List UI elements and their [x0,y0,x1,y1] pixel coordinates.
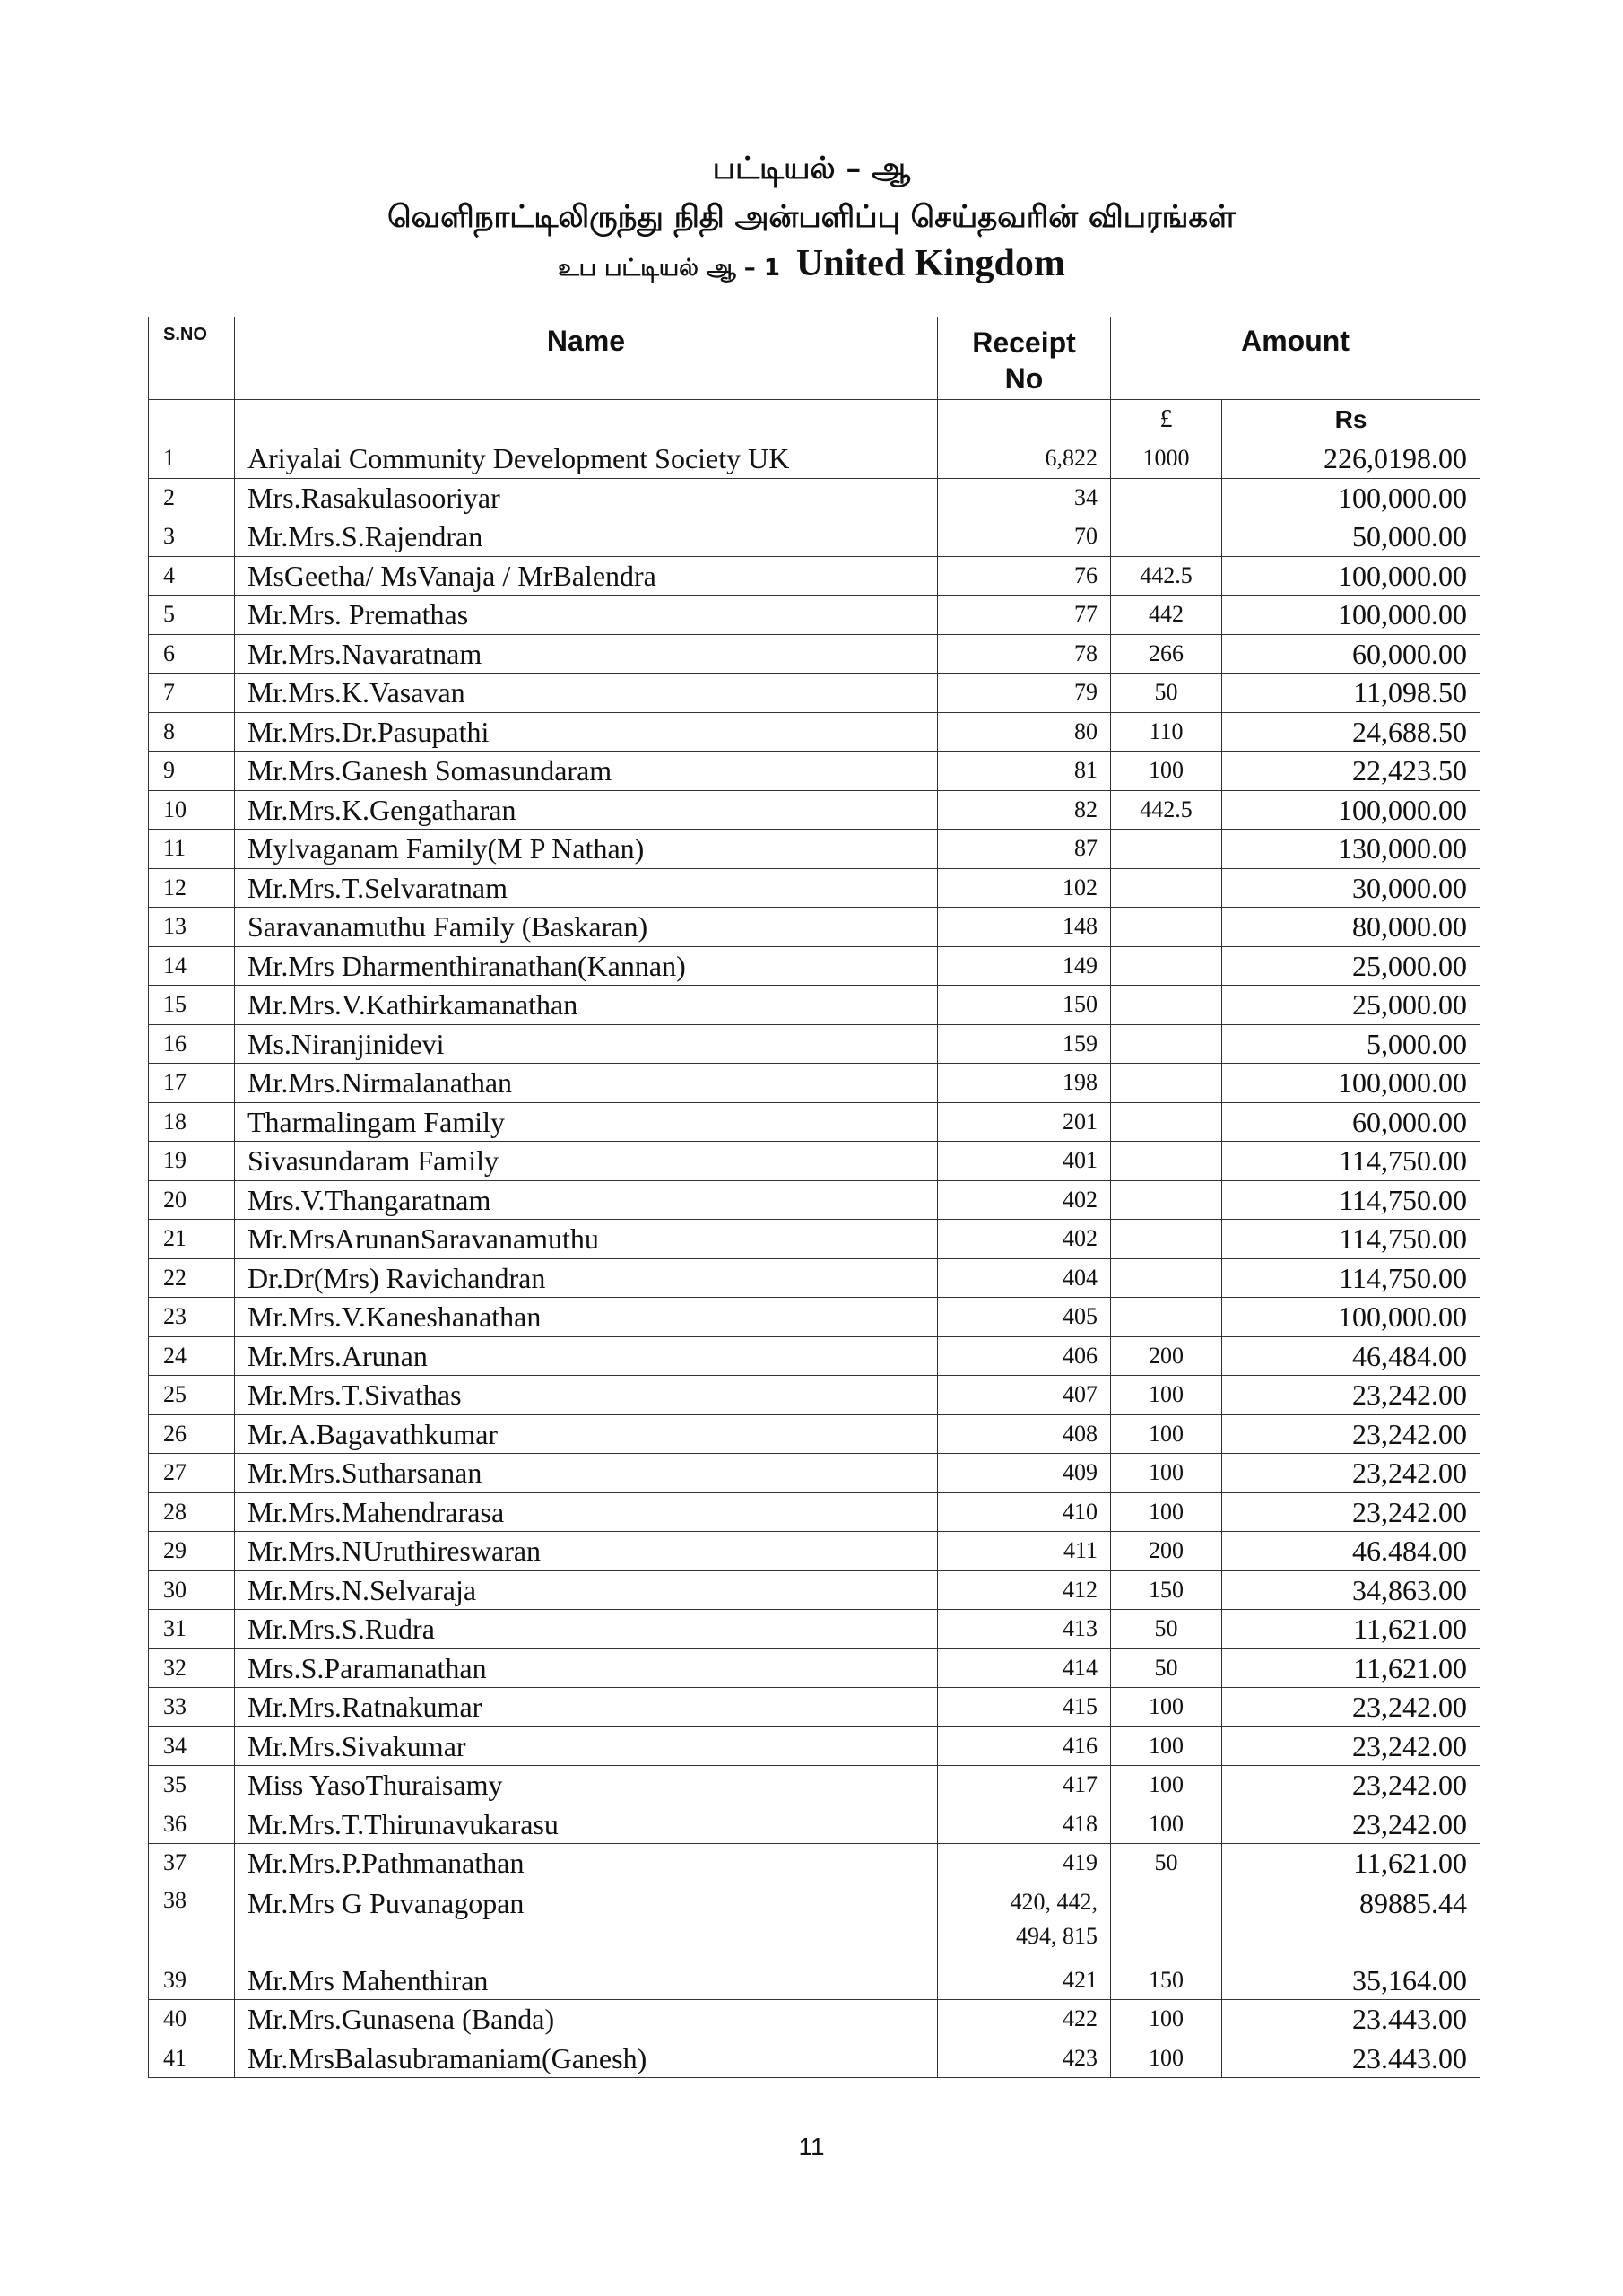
table-header-row [149,317,1480,400]
cell-sno: 38 [149,1883,235,1961]
cell-receipt: 410 [938,1492,1111,1532]
cell-gbp: 150 [1111,1570,1222,1610]
cell-receipt: 412 [938,1570,1111,1610]
cell-rs: 30,000.00 [1222,868,1480,908]
cell-sno: 9 [149,752,235,791]
cell-sno: 19 [149,1142,235,1181]
cell-receipt: 405 [938,1298,1111,1337]
cell-name: Mrs.S.Paramanathan [235,1648,938,1688]
cell-receipt: 406 [938,1336,1111,1376]
cell-sno: 8 [149,712,235,752]
table-row [149,752,1480,791]
cell-name: Mr.Mrs.V.Kaneshanathan [235,1298,938,1337]
cell-gbp [1111,1102,1222,1142]
cell-rs: 11,621.00 [1222,1844,1480,1883]
cell-sno: 6 [149,634,235,674]
cell-rs: 23,242.00 [1222,1492,1480,1532]
cell-sno: 33 [149,1688,235,1727]
table-row [149,1532,1480,1571]
cell-rs: 11,621.00 [1222,1610,1480,1649]
cell-rs: 24,688.50 [1222,712,1480,752]
cell-gbp [1111,1258,1222,1298]
cell-name: Mr.Mrs.Ratnakumar [235,1688,938,1727]
cell-gbp: 100 [1111,1454,1222,1493]
cell-gbp [1111,830,1222,869]
table-row [149,1492,1480,1532]
cell-gbp [1111,1142,1222,1181]
cell-gbp: 50 [1111,674,1222,713]
cell-sno: 13 [149,908,235,947]
cell-name: Mr.Mrs.K.Gengatharan [235,790,938,830]
subheader-empty [235,400,938,439]
cell-rs: 46,484.00 [1222,1336,1480,1376]
cell-receipt: 411 [938,1532,1111,1571]
cell-sno: 11 [149,830,235,869]
cell-rs: 100,000.00 [1222,1064,1480,1103]
header-name: Name [235,317,938,400]
cell-sno: 1 [149,439,235,479]
cell-rs: 23,242.00 [1222,1414,1480,1454]
cell-gbp: 100 [1111,1766,1222,1805]
cell-sno: 14 [149,946,235,986]
table-row [149,986,1480,1025]
cell-name: Mr.Mrs Mahenthiran [235,1961,938,2000]
cell-rs: 114,750.00 [1222,1142,1480,1181]
cell-sno: 7 [149,674,235,713]
cell-name: Mr.Mrs Dharmenthiranathan(Kannan) [235,946,938,986]
cell-receipt: 150 [938,986,1111,1025]
cell-receipt: 79 [938,674,1111,713]
table-row [149,1805,1480,1844]
cell-receipt: 81 [938,752,1111,791]
cell-name: Mr.Mrs.T.Selvaratnam [235,868,938,908]
table-row [149,478,1480,517]
cell-gbp: 200 [1111,1336,1222,1376]
cell-name: Mr.Mrs.K.Vasavan [235,674,938,713]
table-row [149,1024,1480,1064]
sublist-label: உப பட்டியல் ஆ – 1 [558,255,780,282]
cell-sno: 2 [149,478,235,517]
cell-name: Mr.Mrs.T.Thirunavukarasu [235,1805,938,1844]
cell-gbp: 266 [1111,634,1222,674]
cell-rs: 60,000.00 [1222,634,1480,674]
cell-name: Ms.Niranjinidevi [235,1024,938,1064]
cell-rs: 100,000.00 [1222,478,1480,517]
cell-name: Mrs.Rasakulasooriyar [235,478,938,517]
cell-receipt: 418 [938,1805,1111,1844]
cell-receipt: 414 [938,1648,1111,1688]
cell-rs: 89885.44 [1222,1883,1480,1961]
cell-sno: 36 [149,1805,235,1844]
page-number: 11 [798,2133,825,2161]
cell-name: Mr.Mrs.Mahendrarasa [235,1492,938,1532]
table-row [149,634,1480,674]
cell-rs: 23,242.00 [1222,1376,1480,1415]
cell-rs: 23,242.00 [1222,1766,1480,1805]
table-row [149,2039,1480,2078]
cell-sno: 26 [149,1414,235,1454]
cell-sno: 21 [149,1220,235,1259]
cell-sno: 12 [149,868,235,908]
cell-rs: 34,863.00 [1222,1570,1480,1610]
cell-rs: 35,164.00 [1222,1961,1480,2000]
cell-receipt: 102 [938,868,1111,908]
table-row [149,1064,1480,1103]
table-row [149,1961,1480,2000]
cell-rs: 114,750.00 [1222,1220,1480,1259]
table-subheader-row [149,400,1480,439]
cell-name: Mr.Mrs.T.Sivathas [235,1376,938,1415]
cell-receipt: 87 [938,830,1111,869]
cell-name: Mr.A.Bagavathkumar [235,1414,938,1454]
table-row [149,1298,1480,1337]
cell-name: Mr.Mrs.S.Rajendran [235,517,938,557]
cell-gbp: 100 [1111,2039,1222,2078]
cell-name: Mr.Mrs.V.Kathirkamanathan [235,986,938,1025]
cell-name: Mr.Mrs. Premathas [235,596,938,635]
cell-name: Mr.MrsBalasubramaniam(Ganesh) [235,2039,938,2078]
cell-name: Mr.Mrs.Dr.Pasupathi [235,712,938,752]
cell-sno: 27 [149,1454,235,1493]
cell-receipt: 78 [938,634,1111,674]
cell-receipt: 34 [938,478,1111,517]
cell-sno: 17 [149,1064,235,1103]
cell-receipt: 159 [938,1024,1111,1064]
cell-name: Ariyalai Community Development Society UK [235,439,938,479]
cell-receipt: 421 [938,1961,1111,2000]
cell-rs: 25,000.00 [1222,946,1480,986]
cell-gbp [1111,517,1222,557]
table-row [149,1142,1480,1181]
cell-receipt: 423 [938,2039,1111,2078]
cell-name: Mr.MrsArunanSaravanamuthu [235,1220,938,1259]
header-gbp: £ [1111,400,1222,439]
cell-rs: 23,242.00 [1222,1805,1480,1844]
cell-receipt: 149 [938,946,1111,986]
cell-receipt: 422 [938,2000,1111,2039]
table-row [149,1766,1480,1805]
table-row [149,1336,1480,1376]
cell-rs: 22,423.50 [1222,752,1480,791]
cell-receipt: 413 [938,1610,1111,1649]
donor-table [148,317,1480,2078]
cell-rs: 23.443.00 [1222,2039,1480,2078]
cell-sno: 20 [149,1180,235,1220]
cell-rs: 100,000.00 [1222,556,1480,596]
cell-receipt: 77 [938,596,1111,635]
subheader-empty [149,400,235,439]
table-row [149,1102,1480,1142]
table-row [149,790,1480,830]
cell-rs: 60,000.00 [1222,1102,1480,1142]
sublist-title [0,242,1623,285]
table-row [149,517,1480,557]
table-row [149,946,1480,986]
table-row [149,868,1480,908]
cell-gbp: 100 [1111,1726,1222,1766]
cell-gbp: 442 [1111,596,1222,635]
table-row [149,1376,1480,1415]
cell-name: Tharmalingam Family [235,1102,938,1142]
cell-rs: 80,000.00 [1222,908,1480,947]
cell-sno: 16 [149,1024,235,1064]
cell-name: Miss YasoThuraisamy [235,1766,938,1805]
cell-gbp [1111,1180,1222,1220]
cell-sno: 22 [149,1258,235,1298]
cell-gbp: 50 [1111,1648,1222,1688]
table-row [149,1688,1480,1727]
cell-sno: 29 [149,1532,235,1571]
cell-gbp: 100 [1111,1492,1222,1532]
cell-gbp [1111,1024,1222,1064]
table-row [149,556,1480,596]
cell-receipt: 420, 442, 494, 815 [938,1883,1111,1961]
cell-rs: 114,750.00 [1222,1180,1480,1220]
cell-name: Mrs.V.Thangaratnam [235,1180,938,1220]
table-row [149,1454,1480,1493]
subheader-empty [938,400,1111,439]
cell-receipt: 416 [938,1726,1111,1766]
cell-gbp: 442.5 [1111,790,1222,830]
country-name: United Kingdom [795,243,1065,284]
cell-rs: 226,0198.00 [1222,439,1480,479]
header-rs: Rs [1222,400,1480,439]
cell-sno: 4 [149,556,235,596]
cell-sno: 39 [149,1961,235,2000]
cell-sno: 34 [149,1726,235,1766]
cell-rs: 100,000.00 [1222,1298,1480,1337]
cell-gbp [1111,986,1222,1025]
cell-gbp [1111,946,1222,986]
header-receipt-line2: No [1004,362,1044,395]
cell-receipt: 407 [938,1376,1111,1415]
cell-receipt: 82 [938,790,1111,830]
cell-rs: 11,621.00 [1222,1648,1480,1688]
table-row [149,908,1480,947]
cell-receipt: 76 [938,556,1111,596]
cell-gbp [1111,1064,1222,1103]
cell-gbp: 110 [1111,712,1222,752]
cell-receipt: 415 [938,1688,1111,1727]
cell-name: Mr.Mrs.Ganesh Somasundaram [235,752,938,791]
table-row [149,439,1480,479]
cell-receipt: 417 [938,1766,1111,1805]
cell-gbp: 100 [1111,2000,1222,2039]
cell-gbp: 100 [1111,752,1222,791]
table-row [149,1414,1480,1454]
cell-receipt: 409 [938,1454,1111,1493]
cell-gbp [1111,478,1222,517]
header-sno: S.NO [149,317,235,400]
cell-gbp: 150 [1111,1961,1222,2000]
cell-receipt: 201 [938,1102,1111,1142]
table-row [149,1180,1480,1220]
table-row [149,2000,1480,2039]
cell-sno: 5 [149,596,235,635]
cell-receipt: 402 [938,1180,1111,1220]
table-row [149,1726,1480,1766]
cell-gbp [1111,868,1222,908]
cell-sno: 15 [149,986,235,1025]
cell-name: Mr.Mrs.S.Rudra [235,1610,938,1649]
cell-rs: 23,242.00 [1222,1726,1480,1766]
cell-name: MsGeetha/ MsVanaja / MrBalendra [235,556,938,596]
cell-name: Dr.Dr(Mrs) Ravichandran [235,1258,938,1298]
cell-sno: 3 [149,517,235,557]
table-row [149,1610,1480,1649]
cell-sno: 23 [149,1298,235,1337]
cell-gbp: 100 [1111,1376,1222,1415]
cell-sno: 10 [149,790,235,830]
table-row [149,1844,1480,1883]
cell-name: Saravanamuthu Family (Baskaran) [235,908,938,947]
table-row [149,1220,1480,1259]
cell-name: Mr.Mrs G Puvanagopan [235,1883,938,1961]
cell-receipt: 419 [938,1844,1111,1883]
cell-name: Mr.Mrs.Navaratnam [235,634,938,674]
cell-receipt: 401 [938,1142,1111,1181]
header-receipt-line1: Receipt [972,326,1076,359]
cell-sno: 25 [149,1376,235,1415]
cell-rs: 100,000.00 [1222,596,1480,635]
cell-gbp [1111,1883,1222,1961]
table-row [149,596,1480,635]
cell-name: Mr.Mrs.Gunasena (Banda) [235,2000,938,2039]
cell-gbp: 200 [1111,1532,1222,1571]
cell-rs: 5,000.00 [1222,1024,1480,1064]
cell-sno: 37 [149,1844,235,1883]
cell-rs: 23,242.00 [1222,1688,1480,1727]
cell-receipt: 198 [938,1064,1111,1103]
cell-gbp [1111,1298,1222,1337]
cell-name: Mr.Mrs.N.Selvaraja [235,1570,938,1610]
cell-receipt: 70 [938,517,1111,557]
table-row [149,830,1480,869]
cell-receipt: 404 [938,1258,1111,1298]
cell-gbp: 100 [1111,1805,1222,1844]
cell-gbp: 100 [1111,1688,1222,1727]
cell-rs: 50,000.00 [1222,517,1480,557]
cell-gbp: 100 [1111,1414,1222,1454]
cell-gbp: 50 [1111,1610,1222,1649]
cell-sno: 41 [149,2039,235,2078]
cell-sno: 32 [149,1648,235,1688]
cell-gbp [1111,1220,1222,1259]
cell-name: Mr.Mrs.Nirmalanathan [235,1064,938,1103]
cell-name: Mr.Mrs.Sutharsanan [235,1454,938,1493]
cell-rs: 46.484.00 [1222,1532,1480,1571]
cell-gbp [1111,908,1222,947]
cell-name: Mr.Mrs.P.Pathmanathan [235,1844,938,1883]
cell-rs: 100,000.00 [1222,790,1480,830]
table-row [149,1648,1480,1688]
cell-gbp: 442.5 [1111,556,1222,596]
cell-sno: 24 [149,1336,235,1376]
cell-sno: 31 [149,1610,235,1649]
cell-name: Mr.Mrs.Sivakumar [235,1726,938,1766]
cell-rs: 25,000.00 [1222,986,1480,1025]
cell-receipt: 148 [938,908,1111,947]
list-title: பட்டியல் – ஆ [712,151,911,187]
cell-sno: 30 [149,1570,235,1610]
list-subtitle: வெளிநாட்டிலிருந்து நிதி அன்பளிப்பு செய்தவரின் விபரங்கள் [387,199,1236,235]
cell-receipt: 6,822 [938,439,1111,479]
cell-sno: 18 [149,1102,235,1142]
header-receipt [938,317,1111,400]
cell-receipt: 80 [938,712,1111,752]
cell-gbp: 1000 [1111,439,1222,479]
cell-rs: 23.443.00 [1222,2000,1480,2039]
cell-rs: 11,098.50 [1222,674,1480,713]
cell-sno: 28 [149,1492,235,1532]
cell-gbp: 50 [1111,1844,1222,1883]
table-row [149,1883,1480,1961]
cell-rs: 23,242.00 [1222,1454,1480,1493]
cell-receipt: 402 [938,1220,1111,1259]
cell-rs: 114,750.00 [1222,1258,1480,1298]
cell-rs: 130,000.00 [1222,830,1480,869]
table-row [149,712,1480,752]
cell-name: Mr.Mrs.NUruthireswaran [235,1532,938,1571]
table-row [149,1258,1480,1298]
table-row [149,674,1480,713]
cell-sno: 40 [149,2000,235,2039]
cell-name: Mylvaganam Family(M P Nathan) [235,830,938,869]
cell-name: Sivasundaram Family [235,1142,938,1181]
cell-receipt: 408 [938,1414,1111,1454]
cell-name: Mr.Mrs.Arunan [235,1336,938,1376]
header-amount: Amount [1111,317,1480,400]
cell-sno: 35 [149,1766,235,1805]
table-row [149,1570,1480,1610]
